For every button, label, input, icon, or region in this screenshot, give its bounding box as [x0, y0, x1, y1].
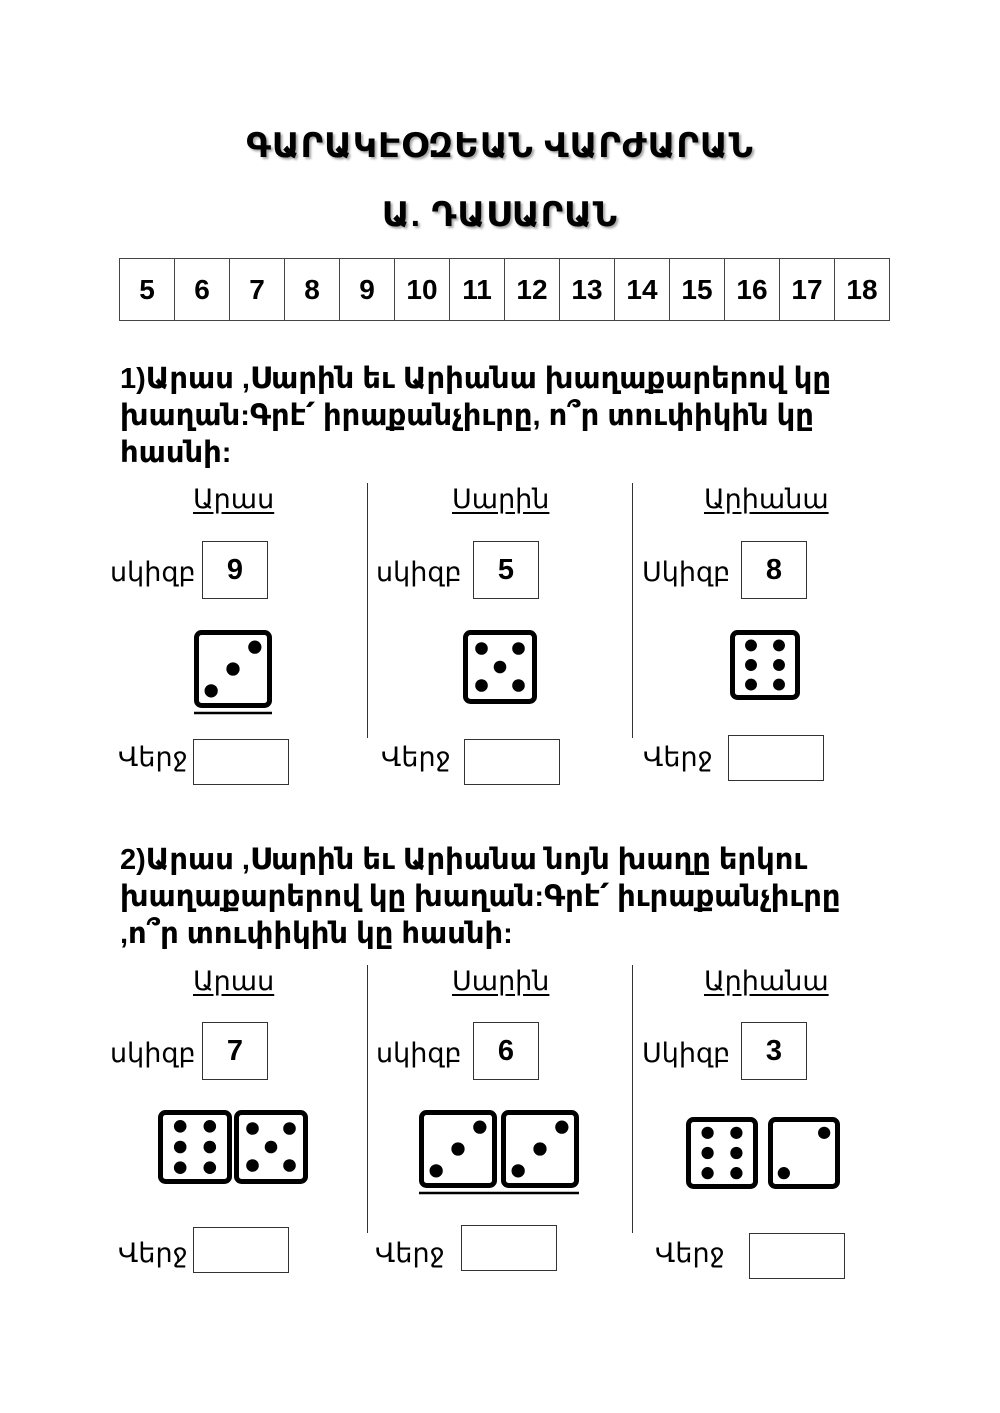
- column-divider: [367, 483, 368, 738]
- dice-group: [419, 1110, 579, 1201]
- die-outline: [733, 633, 798, 698]
- die-pip: [204, 1120, 217, 1133]
- player-name: Արիանա: [704, 966, 829, 996]
- die-pip: [555, 1121, 568, 1134]
- player-name: Սարին: [452, 484, 550, 514]
- die-pip: [451, 1142, 464, 1155]
- number-cell: 14: [615, 259, 670, 321]
- die-pip: [204, 1161, 217, 1174]
- end-label: Վերջ: [118, 1238, 188, 1268]
- start-box: 7: [202, 1022, 268, 1080]
- end-label: Վերջ: [655, 1238, 725, 1268]
- end-label: Վերջ: [118, 742, 188, 772]
- column-divider: [632, 965, 633, 1233]
- start-label: Սկիզբ: [642, 1038, 731, 1068]
- die-pip: [205, 684, 218, 697]
- die-pip: [174, 1141, 187, 1154]
- die-pip: [701, 1147, 713, 1159]
- die-pip: [174, 1161, 187, 1174]
- number-line: [119, 258, 890, 321]
- dice-svg: [686, 1117, 840, 1189]
- start-label: սկիզբ: [376, 1038, 462, 1068]
- die-pip: [246, 1122, 259, 1135]
- number-cell: 18: [835, 259, 890, 321]
- number-cell: 12: [505, 259, 560, 321]
- answer-input[interactable]: [464, 739, 560, 785]
- class-title: Ա. ԴԱՍԱՐԱՆ: [381, 196, 619, 234]
- die-pip: [265, 1141, 278, 1154]
- die-pip: [246, 1159, 259, 1172]
- die-pip: [745, 639, 757, 651]
- dice-svg: [463, 630, 537, 704]
- die-pip: [174, 1120, 187, 1133]
- die-pip: [473, 1121, 486, 1134]
- die-pip: [204, 1141, 217, 1154]
- question-2-text: [120, 842, 880, 953]
- number-cell: 5: [120, 259, 175, 321]
- die-pip: [226, 662, 239, 675]
- die-face-6: [689, 1120, 756, 1187]
- start-label: Սկիզբ: [642, 557, 731, 587]
- player-name: Արաս: [193, 484, 275, 514]
- dice-svg: [158, 1110, 308, 1184]
- answer-input[interactable]: [193, 739, 289, 785]
- die-pip: [512, 1164, 525, 1177]
- die-pip: [430, 1164, 443, 1177]
- answer-input[interactable]: [728, 735, 824, 781]
- die-pip: [745, 679, 757, 691]
- start-label: սկիզբ: [110, 1038, 196, 1068]
- player-name: Սարին: [452, 966, 550, 996]
- die-pip: [778, 1167, 790, 1179]
- die-pip: [818, 1127, 830, 1139]
- end-label: Վերջ: [375, 1238, 445, 1268]
- number-cell: 8: [285, 259, 340, 321]
- start-label: սկիզբ: [110, 557, 196, 587]
- die-face-5: [237, 1113, 306, 1182]
- question-line: ,ո՞ր տուփիկին կը հասնի:: [120, 918, 513, 950]
- die-pip: [475, 679, 488, 692]
- number-cell: 10: [395, 259, 450, 321]
- number-cell: 15: [670, 259, 725, 321]
- die-pip: [533, 1142, 546, 1155]
- number-cell: 9: [340, 259, 395, 321]
- dice-group: [463, 630, 537, 709]
- die-pip: [701, 1127, 713, 1139]
- player-name: Արաս: [193, 966, 275, 996]
- die-face-5: [466, 633, 535, 702]
- question-line: խաղաքարերով կը խաղան:Գրէ՛ իւրաքանչիւրը: [120, 881, 841, 913]
- die-pip: [730, 1147, 742, 1159]
- die-face-3: [504, 1113, 577, 1186]
- dice-svg: [194, 630, 272, 716]
- die-face-3: [197, 633, 270, 706]
- dice-svg: [419, 1110, 579, 1196]
- number-cell: 6: [175, 259, 230, 321]
- die-pip: [494, 661, 507, 674]
- die-pip: [773, 639, 785, 651]
- die-pip: [730, 1127, 742, 1139]
- start-box: 5: [473, 541, 539, 599]
- start-box: 9: [202, 541, 268, 599]
- question-line: 2)Արաս ,Սարին եւ Արիանա նոյն խաղը երկու: [120, 844, 808, 876]
- die-pip: [773, 679, 785, 691]
- number-cell: 7: [230, 259, 285, 321]
- die-pip: [730, 1167, 742, 1179]
- number-cell: 11: [450, 259, 505, 321]
- question-line: խաղան:Գրէ՛ իրաքանչիւրը, ո՞ր տուփիկին կը: [120, 400, 814, 432]
- question-line: հասնի:: [120, 437, 232, 469]
- die-pip: [248, 641, 261, 654]
- end-label: Վերջ: [643, 742, 713, 772]
- start-box: 3: [741, 1022, 807, 1080]
- column-divider: [632, 483, 633, 738]
- question-1-text: [120, 361, 880, 472]
- die-pip: [283, 1159, 296, 1172]
- start-label: սկիզբ: [376, 557, 462, 587]
- dice-group: [194, 630, 272, 721]
- die-face-6: [733, 633, 798, 698]
- die-pip: [701, 1167, 713, 1179]
- number-cell: 16: [725, 259, 780, 321]
- dice-group: [686, 1117, 840, 1194]
- die-pip: [475, 642, 488, 655]
- number-cell: 13: [560, 259, 615, 321]
- start-box: 8: [741, 541, 807, 599]
- die-outline: [161, 1113, 230, 1182]
- die-outline: [689, 1120, 756, 1187]
- die-pip: [745, 659, 757, 671]
- answer-input[interactable]: [749, 1233, 845, 1279]
- die-pip: [512, 679, 525, 692]
- die-pip: [283, 1122, 296, 1135]
- die-face-6: [161, 1113, 230, 1182]
- column-divider: [367, 965, 368, 1233]
- dice-group: [158, 1110, 308, 1189]
- die-pip: [773, 659, 785, 671]
- end-label: Վերջ: [381, 742, 451, 772]
- answer-input[interactable]: [193, 1227, 289, 1273]
- die-face-2: [771, 1120, 838, 1187]
- start-box: 6: [473, 1022, 539, 1080]
- player-name: Արիանա: [704, 484, 829, 514]
- dice-group: [730, 630, 800, 705]
- answer-input[interactable]: [461, 1225, 557, 1271]
- school-title: ԳԱՐԱԿԷՕԶԵԱՆ ՎԱՐԺԱՐԱՆ: [246, 127, 754, 165]
- die-face-3: [422, 1113, 495, 1186]
- number-cell: 17: [780, 259, 835, 321]
- die-pip: [512, 642, 525, 655]
- dice-svg: [730, 630, 800, 700]
- question-line: 1)Արաս ,Սարին եւ Արիանա խաղաքարերով կը: [120, 363, 831, 395]
